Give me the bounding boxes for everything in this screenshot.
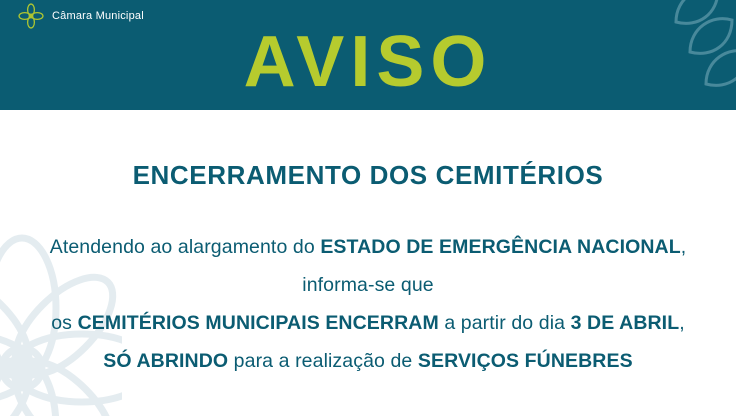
brand-subtitle: Câmara Municipal [52,10,144,22]
plain-text: informa-se que [302,274,434,296]
plain-text: , [680,236,687,258]
notice-subtitle: ENCERRAMENTO DOS CEMITÉRIOS [132,160,604,190]
bottom-divider [0,416,736,420]
poster-banner [0,0,736,110]
plain-text: Atendendo ao alargamento do [49,236,321,258]
plain-text: a partir do dia [438,312,571,334]
notice-body-text [0,228,736,380]
notice-line-4 [0,342,736,380]
emphasis-text: ESTADO DE EMERGÊNCIA NACIONAL [320,236,681,258]
plain-text: , [679,312,685,334]
emphasis-text: SERVIÇOS FÚNEBRES [417,350,633,372]
notice-line-1 [0,228,736,266]
poster-body [0,110,736,420]
plain-text: os [51,312,78,334]
brand-text-block [52,10,144,22]
page-title: AVISO [243,22,493,102]
notice-line-2 [0,266,736,304]
emphasis-text: SÓ ABRINDO [103,350,229,372]
emphasis-text: CEMITÉRIOS MUNICIPAIS ENCERRAM [77,312,439,334]
emphasis-text: 3 DE ABRIL [570,312,680,334]
notice-line-3 [0,304,736,342]
plain-text: para a realização de [228,350,418,372]
